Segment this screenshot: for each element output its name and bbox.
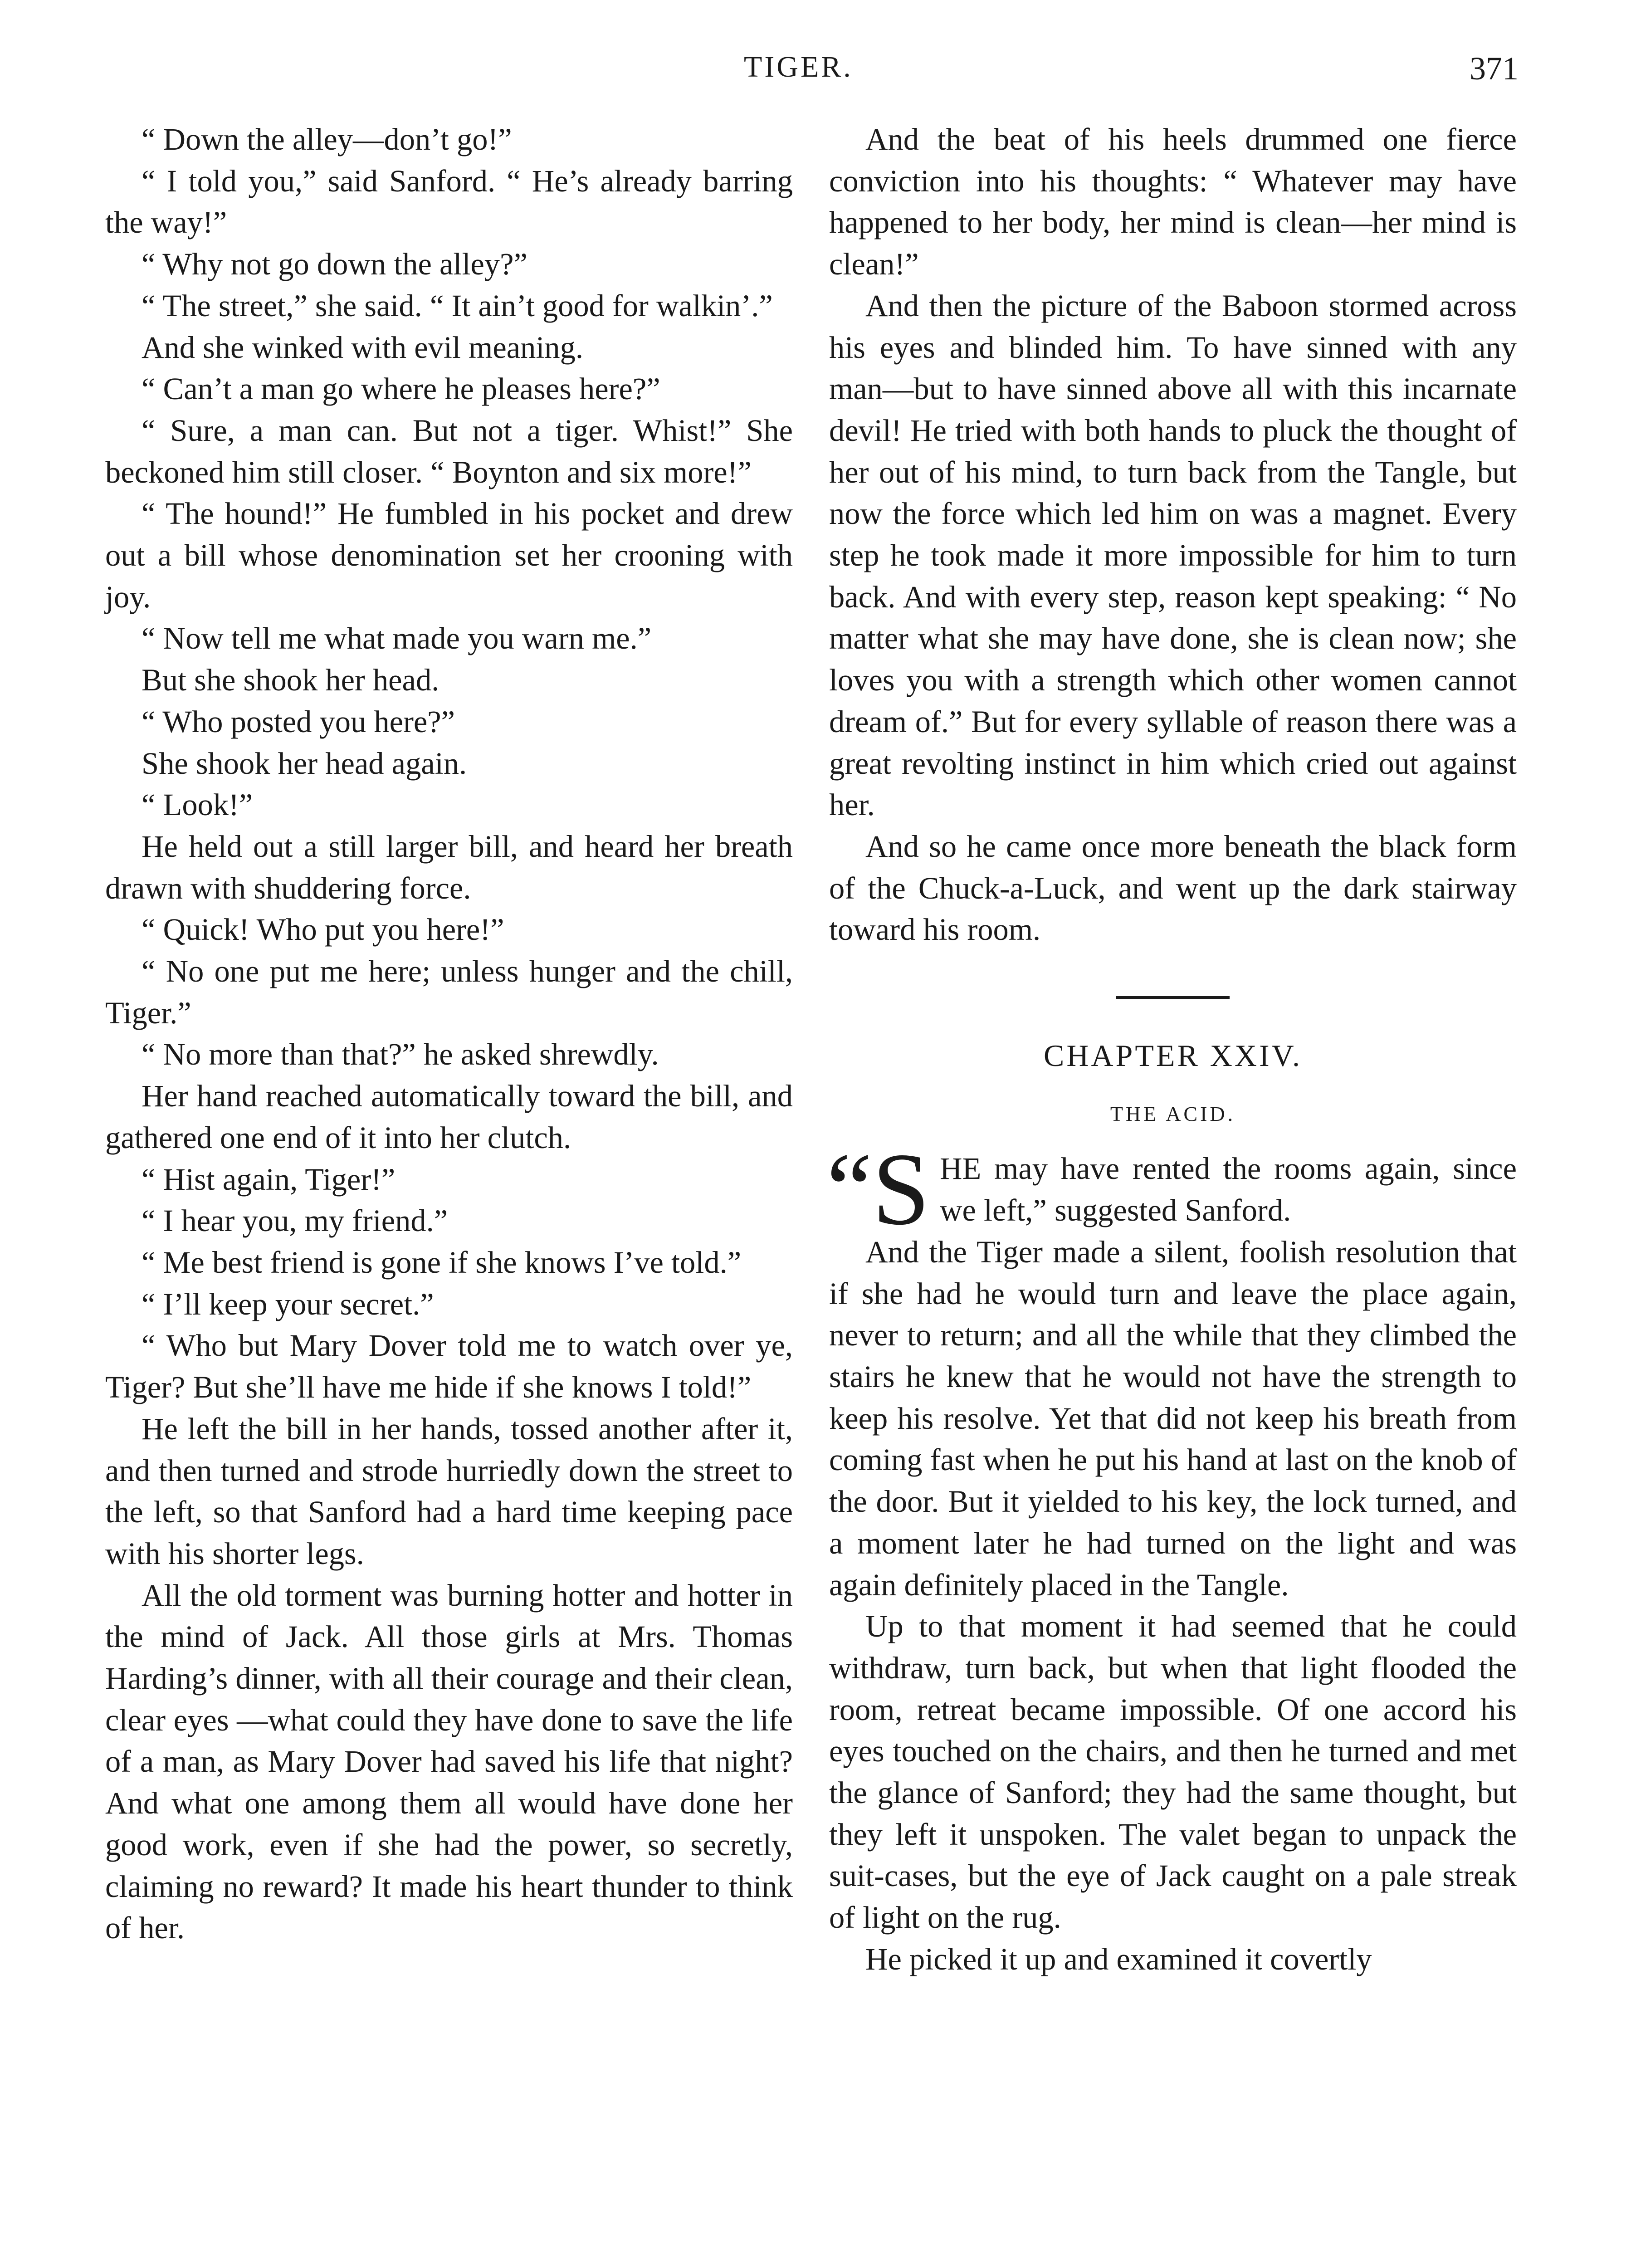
paragraph: “ Can’t a man go where he pleases here?” (142, 371, 660, 406)
section-divider (1116, 996, 1230, 999)
chapter-title: CHAPTER XXIV. (1043, 1038, 1303, 1073)
paragraph: He left the bill in her hands, tossed another after it, and then turned and strode hurriedly down the street to the left, so that Sanford had a hard time keeping pace with his shorter legs. (105, 1411, 793, 1571)
running-title: TIGER. (744, 50, 853, 83)
paragraph: “ Down the alley—don’t go!” (142, 122, 512, 156)
right-column (826, 119, 1517, 2268)
paragraph: “ Hist again, Tiger!” (142, 1162, 396, 1197)
paragraph: “ Why not go down the alley?” (142, 247, 527, 282)
paragraph: “ Who but Mary Dover told me to watch over ye, Tiger? But she’ll have me hide if she knows I told!” (105, 1328, 793, 1405)
paragraph: Up to that moment it had seemed that he could withdraw, turn back, but when that light flooded the room, retreat became impossible. Of one accord his eyes touched on the chairs, and then he turned and met the glance of Sanford; they had the same thought, but they left it unspoken. The valet began to unpack the suit-cases, but the eye of Jack caught on a pale streak of light on the rug. (829, 1609, 1517, 1935)
paragraph: “ The hound!” He fumbled in his pocket and drew out a bill whose denomination set her crooning with joy. (105, 496, 793, 614)
paragraph: “ The street,” she said. “ It ain’t good for walkin’.” (142, 288, 773, 323)
section-title: THE ACID. (1110, 1102, 1236, 1125)
paragraph: But she shook her head. (142, 663, 439, 698)
left-column (105, 119, 793, 2268)
paragraph: All the old torment was burning hotter and hotter in the mind of Jack. All those girls at Mrs. Thomas Harding’s dinner, with all their courage and their clean, clear eyes —what could they have done to save the life of a man, as Mary Dover had saved his life that night? And what one among them all would have done her good work, even if she had the power, so secretly, claiming no reward? It made his heart thunder to think of her. (105, 1578, 793, 1945)
paragraph: He picked it up and examined it covertly (865, 1941, 1372, 1976)
paragraph: “ Who posted you here?” (142, 704, 455, 739)
paragraph: And then the picture of the Baboon stormed across his eyes and blinded him. To have sinned with any man—but to have sinned above all with this incarnate devil! He tried with both hands to pluck the thought of her out of his mind, to turn back from the Tangle, but now the force which led him on was a magnet. Every step he took made it more impossible for him to turn back. And with every step, reason kept speaking: “ No matter what she may have done, she is clean now; she loves you with a strength which other women cannot dream of.” But for every syllable of reason there was a great revolting instinct in him which cried out against her. (829, 288, 1517, 822)
paragraph: “ Now tell me what made you warn me.” (142, 621, 652, 656)
paragraph: “ Me best friend is gone if she knows I’ve told.” (142, 1245, 742, 1280)
drop-cap-letter: S (872, 1132, 930, 1247)
paragraph: And so he came once more beneath the black form of the Chuck-a-Luck, and went up the dark stairway toward his room. (829, 829, 1517, 947)
paragraph: She shook her head again. (142, 746, 467, 781)
paragraph: He held out a still larger bill, and heard her breath drawn with shuddering force. (105, 829, 793, 905)
paragraph: “ No one put me here; unless hunger and the chill, Tiger.” (105, 954, 793, 1030)
opening-paragraph-text: HE may have rented the rooms again, since we left,” suggested Sanford. (940, 1151, 1517, 1228)
paragraph: “ I’ll keep your secret.” (142, 1286, 434, 1321)
paragraph: “ No more than that?” he asked shrewdly. (142, 1037, 659, 1072)
paragraph: And the beat of his heels drummed one fierce conviction into his thoughts: “ Whatever may have happened to her body, her mind is clean—her mind is clean!” (829, 122, 1517, 282)
drop-cap-quote: “ (826, 1132, 873, 1247)
running-head (0, 50, 1631, 86)
paragraph: Her hand reached automatically toward the bill, and gathered one end of it into her clutch. (105, 1079, 793, 1155)
paragraph: And she winked with evil meaning. (142, 330, 584, 365)
paragraph: “ I told you,” said Sanford. “ He’s already barring the way!” (105, 163, 793, 240)
opening-paragraph (826, 1132, 1517, 1247)
paragraph: “ I hear you, my friend.” (142, 1203, 448, 1238)
drop-cap (826, 1132, 930, 1247)
paragraph: And the Tiger made a silent, foolish resolution that if she had he would turn and leave the place again, never to return; and all the while that they climbed the stairs he knew that he would not have the strength to keep his resolve. Yet that did not keep his breath from coming fast when he put his hand at last on the knob of the door. But it yielded to his key, the lock turned, and a moment later he had turned on the light and was again definitely placed in the Tangle. (829, 1234, 1517, 1602)
page-number: 371 (1470, 50, 1519, 87)
paragraph: “ Quick! Who put you here!” (142, 912, 504, 947)
paragraph: “ Sure, a man can. But not a tiger. Whist!” She beckoned him still closer. “ Boynton and six more!” (105, 413, 793, 489)
paragraph: “ Look!” (142, 787, 253, 822)
